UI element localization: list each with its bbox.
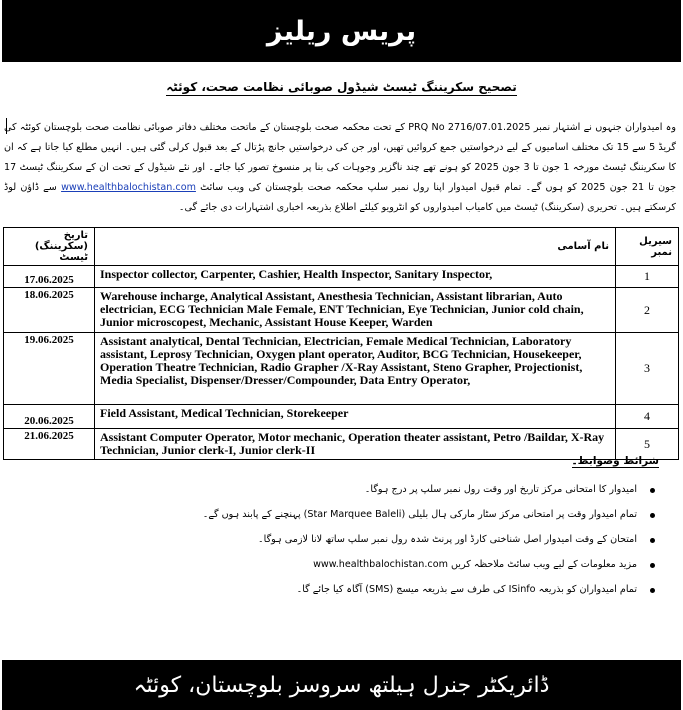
list-item xyxy=(35,558,655,583)
condition-text: تمام امیدواران کو بذریعہ ISinfo کی طرف سے بذریعہ میسج (SMS) آگاہ کیا جائے گا۔ xyxy=(296,584,637,595)
intro-text-2: سے ڈاؤن لوڈ کرسکتے ہیں۔ تحریری (سکریننگ) ٹیسٹ میں کامیاب امیدواروں کو انٹرویو کیلئے اطلاع بذریعہ اخباری اشتہارات دی جائے گی۔ xyxy=(4,182,676,213)
table-row xyxy=(4,266,679,288)
schedule-table xyxy=(3,227,679,460)
condition-text: امیدوار کا امتحانی مرکز تاریخ اور وقت رول نمبر سلپ پر درج ہوگا۔ xyxy=(364,484,637,495)
press-release-banner xyxy=(2,0,681,62)
condition-text: امتحان کے وقت امیدوار اصل شناختی کارڈ اور پرنٹ شدہ رول نمبر سلپ ساتھ لانا لازمی ہوگا۔ xyxy=(258,534,637,545)
list-item xyxy=(35,483,655,508)
row-date: 18.06.2025 xyxy=(4,288,95,333)
row-date: 19.06.2025 xyxy=(4,333,95,405)
bullet-icon xyxy=(650,488,655,493)
row-posts: Assistant analytical, Dental Technician, Electrician, Female Medical Technician, Laboratory assistant, Leprosy Technician, Oxygen plant operator, Auditor, BCG Technician, Housekeeper, Operation Theatre Technician, Radio Grapher /X-Ray Assistant, Steno Grapher, Projectionist, Media Specialist, Dispenser/Dresser/Compounder, Data Entry Operator, xyxy=(95,333,616,405)
press-release-title: پریس ریلیز xyxy=(266,15,417,47)
table-row xyxy=(4,405,679,429)
website-link[interactable]: www.healthbalochistan.com xyxy=(61,182,196,193)
bullet-icon xyxy=(650,513,655,518)
row-posts: Field Assistant, Medical Technician, Storekeeper xyxy=(95,405,616,429)
heading-text: تصحیح سکریننگ ٹیسٹ شیڈول صوبائی نظامت صحت، کوئٹہ xyxy=(166,80,517,94)
row-date: 21.06.2025 xyxy=(4,429,95,460)
row-posts: Warehouse incharge, Analytical Assistant, Anesthesia Technician, Assistant librarian, Auto electrician, ECG Technician Male Female, ENT Technician, Eye Technician, Junior cold chain, Junior microscopest, Mechanic, Assistant House Keeper, Warden xyxy=(95,288,616,333)
conditions-list xyxy=(35,483,655,608)
row-serial: 3 xyxy=(616,333,679,405)
footer-signature: ڈائریکٹر جنرل ہیلتھ سروسز بلوچستان، کوئٹہ xyxy=(133,672,550,698)
footer-banner xyxy=(2,660,681,710)
list-item xyxy=(35,508,655,533)
bullet-icon xyxy=(650,563,655,568)
header-posts: نام آسامی xyxy=(95,228,616,266)
intro-paragraph xyxy=(4,118,676,218)
header-serial: سیریل نمبر xyxy=(616,228,679,266)
table-row xyxy=(4,333,679,405)
row-posts: Inspector collector, Carpenter, Cashier, Health Inspector, Sanitary Inspector, xyxy=(95,266,616,288)
row-serial: 5 xyxy=(616,429,679,460)
table-row xyxy=(4,288,679,333)
header-date: تاریخ (سکریننگ) ٹیسٹ xyxy=(4,228,95,266)
row-serial: 2 xyxy=(616,288,679,333)
row-posts: Assistant Computer Operator, Motor mechanic, Operation theater assistant, Petro /Baildar, X-Ray Technician, Junior clerk-I, Junior clerk-II xyxy=(95,429,616,460)
table-header-row xyxy=(4,228,679,266)
row-date: 20.06.2025 xyxy=(4,405,95,429)
conditions-title: شرائط وضوابط۔ xyxy=(571,455,659,467)
list-item xyxy=(35,583,655,608)
document-heading xyxy=(0,80,683,94)
list-item xyxy=(35,533,655,558)
intro-text-1: وہ امیدواران جنہوں نے اشتہار نمبر PRQ No 2716/07.01.2025 کے تحت محکمہ صحت بلوچستان کے ماتحت مختلف دفاتر صوبائی نظامت صحت بلوچستان کوئٹہ کی گریڈ 5 سے 15 تک مختلف اسامیوں کے لیے درخواستیں جمع کروائیں تھیں، اور جن کی درخواستیں جانچ پڑتال کے بعد قبول کرلی گئی ہیں۔ انہیں مطلع کیا جاتا ہے کہ ان کا سکریننگ ٹیسٹ مورخہ 1 جون تا 3 جون 2025 کو ہونے تھے چند ناگزیر وجوہات کی بنا پر منسوخ تصور کیا جائے۔ اور نئے شیڈول کے تحت ان کے سکریننگ ٹیسٹ 17 جون تا 21 جون 2025 کو ہوں گے۔ تمام قبول امیدوار اپنا رول نمبر سلپ محکمہ صحت بلوچستان کی ویب سائٹ xyxy=(4,122,677,193)
condition-text: تمام امیدوار وقت پر امتحانی مرکز سٹار مارکی ہال بلیلی (Star Marquee Baleli) پہنچنے کے پابند ہوں گے۔ xyxy=(202,509,637,520)
row-serial: 1 xyxy=(616,266,679,288)
row-serial: 4 xyxy=(616,405,679,429)
bullet-icon xyxy=(650,538,655,543)
row-date: 17.06.2025 xyxy=(4,266,95,288)
bullet-icon xyxy=(650,588,655,593)
condition-text: مزید معلومات کے لیے ویب سائٹ ملاحظہ کریں www.healthbalochistan.com xyxy=(313,559,637,570)
